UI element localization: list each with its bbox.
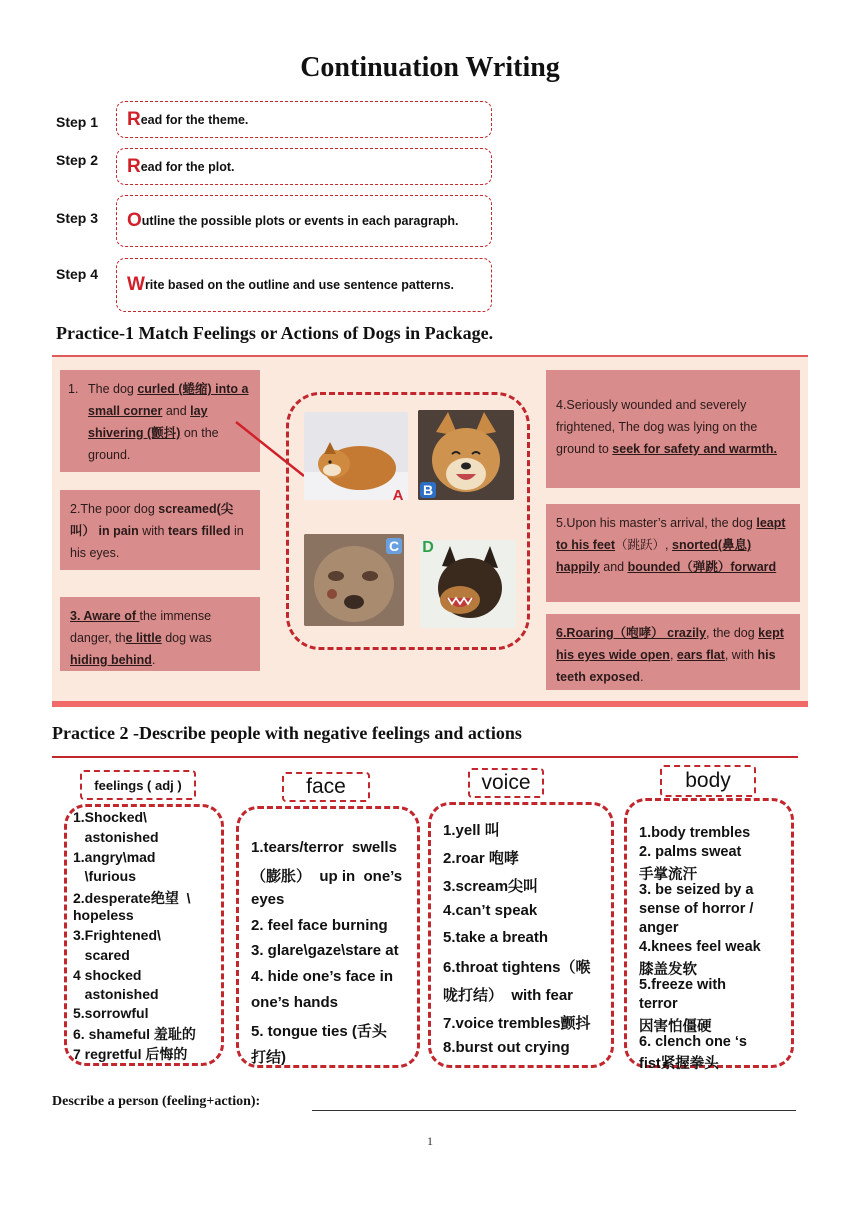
voice-column [428,802,614,1068]
body-line: 5.freeze with [639,977,727,993]
face-line: 打结) [251,1049,286,1066]
voice-line: 1.yell 叫 [443,822,500,839]
feelings-line: 1.Shocked\ [73,809,147,825]
feelings-line: 5.sorrowful [73,1005,149,1021]
body-line: 4.knees feel weak [639,939,761,955]
face-line: 4. hide one’s face in [251,968,393,985]
face-line: one’s hands [251,994,338,1011]
feelings-line: 3.Frightened\ [73,927,161,943]
body-column [624,798,794,1072]
practice-2-divider [52,756,798,758]
describe-prompt: Describe a person (feeling+action): [52,1094,261,1109]
body-line: 手掌流汗 [639,867,697,883]
voice-line: 2.roar 咆哮 [443,850,519,867]
step-1-text: ead for the theme. [140,112,249,127]
feelings-line: 1.angry\mad [73,849,156,865]
face-column [236,806,420,1068]
body-line: 1.body trembles [639,825,751,841]
match-card-5: 5.Upon his master’s arrival, the dog leapt to his feet（跳跃）, snorted(鼻息) happily and bounded（弹跳）forward [546,504,800,602]
feelings-line: hopeless [73,907,134,923]
match-card-2: 2.The poor dog screamed(尖叫） in pain with tears filled in his eyes. [60,490,260,570]
page-title: Continuation Writing [300,52,560,83]
photo-letter-c: C [386,538,402,554]
body-line: anger [639,920,679,936]
feelings-line: \furious [73,868,136,884]
category-feelings: feelings ( adj ) [80,770,196,800]
feelings-line: 4 shocked [73,967,142,983]
match-card-4: 4.Seriously wounded and severely frightened, The dog was lying on the ground to seek for safety and warmth. [546,370,800,488]
feelings-line: 7 regretful 后悔的 [73,1046,188,1062]
step-3-initial: O [127,210,142,231]
face-line: 5. tongue ties (舌头 [251,1023,387,1040]
face-line: 2. feel face burning [251,917,388,934]
voice-line: 8.burst out crying [443,1039,570,1056]
body-line: 因害怕僵硬 [639,1019,712,1035]
step-2-initial: R [127,155,141,177]
face-line: 3. glare\gaze\stare at [251,942,399,959]
step-1-initial: R [127,108,141,130]
voice-line: 6.throat tightens（喉 [443,959,591,976]
feelings-column [64,804,224,1066]
step-2-label: Step 2 [56,152,99,168]
body-line: 3. be seized by a [639,882,754,898]
step-4-label: Step 4 [56,266,99,282]
step-3-text: utline the possible plots or events in each paragraph. [141,214,459,228]
body-line: sense of horror / [639,901,754,917]
step-3-label: Step 3 [56,210,99,226]
category-face: face [282,772,370,802]
face-line: （膨胀） up in one’s [251,868,403,885]
face-line: 1.tears/terror swells [251,839,397,856]
body-line: 2. palms sweat [639,844,742,860]
match-card-6: 6.Roaring（咆哮） crazily, the dog kept his eyes wide open, ears flat, with his teeth exposed. [546,614,800,690]
photo-letter-a: A [392,487,404,504]
face-line: eyes [251,891,285,908]
feelings-line: 2.desperate绝望 \ [73,890,191,906]
feelings-line: scared [73,947,130,963]
step-1-label: Step 1 [56,114,99,130]
voice-line: 咙打结） with fear [443,987,574,1004]
step-4-text: rite based on the outline and use sentence patterns. [144,278,455,292]
category-voice: voice [468,768,544,798]
step-4-initial: W [127,274,145,295]
practice-1-heading: Practice-1 Match Feelings or Actions of Dogs in Package. [56,323,494,343]
match-card-3: 3. Aware of the immense danger, the little dog was hiding behind. [60,597,260,671]
body-line: 6. clench one ‘s [639,1034,747,1050]
body-line: fist紧握拳头 [639,1056,719,1072]
step-2-text: ead for the plot. [140,159,235,174]
page-number: 1 [427,1134,433,1148]
describe-answer-line[interactable] [312,1110,796,1111]
category-body: body [660,765,756,797]
voice-line: 4.can’t speak [443,902,538,919]
feelings-line: astonished [73,986,159,1002]
body-line: 膝盖发软 [639,962,697,978]
voice-line: 3.scream尖叫 [443,878,539,895]
feelings-line: 6. shameful 羞耻的 [73,1026,196,1042]
photo-letter-b: B [420,482,436,498]
feelings-line: astonished [73,829,159,845]
match-card-1: 1. The dog curled (蜷缩) into a small corner and lay shivering (颤抖) on the ground. [60,370,260,472]
photo-letter-d: D [422,539,434,556]
voice-line: 7.voice trembles颤抖 [443,1015,591,1032]
body-line: terror [639,996,678,1012]
practice-2-heading: Practice 2 -Describe people with negative feelings and actions [52,723,522,743]
voice-line: 5.take a breath [443,929,549,946]
